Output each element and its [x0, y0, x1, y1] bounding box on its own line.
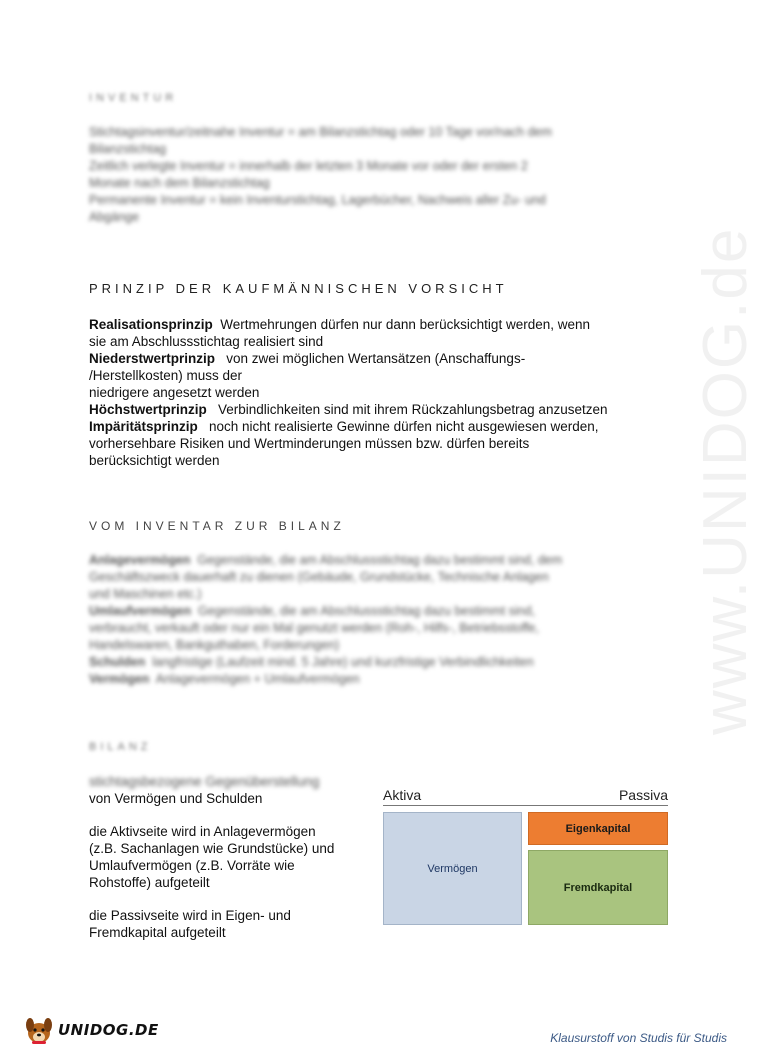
bilanz-line: Fremdkapital aufgeteilt [89, 925, 226, 940]
inventar-desc: langfristige (Laufzeit mind. 5 Jahre) und kurzfristige Verbindlichkeiten [145, 655, 534, 669]
balance-header [383, 787, 668, 805]
principle-term: Realisationsprinzip [89, 317, 213, 332]
bilanz-line: die Passivseite wird in Eigen- und [89, 908, 291, 923]
vorsicht-text [89, 316, 664, 469]
principle-entry [89, 401, 664, 418]
vermoegen-box [383, 812, 522, 925]
inventar-entry [89, 552, 664, 569]
principle-term: Niederstwertprinzip [89, 351, 216, 366]
balance-sheet-diagram [383, 787, 668, 927]
bilanz-blurred-line: stichtagsbezogene Gegenüberstellung [89, 774, 320, 789]
principle-cont: berücksichtigt werden [89, 453, 220, 468]
inventar-desc: Anlagevermögen + Umlaufvermögen [149, 672, 360, 686]
fremdkapital-box [528, 850, 668, 925]
vermoegen-label: Vermögen [427, 862, 478, 875]
principle-desc: Verbindlichkeiten sind mit ihrem Rückzahlungsbetrag anzusetzen [206, 402, 608, 417]
dog-icon [22, 1013, 56, 1047]
inventar-entry [89, 603, 664, 620]
inventar-term: Umlaufvermögen [89, 604, 192, 618]
inventur-heading: INVENTUR [89, 92, 178, 104]
inventar-cont: und Maschinen etc.) [89, 587, 202, 601]
unidog-logo [22, 1012, 159, 1048]
principle-term: Höchstwertprinzip [89, 402, 207, 417]
inventar-cont: Handelswaren, Bankguthaben, Forderungen) [89, 638, 340, 652]
inventur-line: Permanente Inventur = kein Inventurstichtag, Lagerbücher, Nachweis aller Zu- und [89, 193, 546, 207]
principle-entry [89, 350, 664, 367]
watermark: www.UNIDOG.de [691, 226, 760, 735]
aktiva-label: Aktiva [383, 787, 422, 803]
principle-desc: noch nicht realisierte Gewinne dürfen nicht ausgewiesen werden, [197, 419, 599, 434]
bilanz-text [89, 773, 359, 941]
principle-desc: von zwei möglichen Wertansätzen (Anschaffungs- [215, 351, 526, 366]
principle-entry [89, 418, 664, 435]
bilanz-heading: BILANZ [89, 741, 152, 753]
inventur-text [89, 124, 664, 226]
inventar-text [89, 552, 664, 688]
inventar-desc: Gegenstände, die am Abschlussstichtag dazu bestimmt sind, dem [190, 553, 563, 567]
inventar-entry [89, 671, 664, 688]
bilanz-line: Umlaufvermögen (z.B. Vorräte wie [89, 858, 295, 873]
inventar-cont: Geschäftszweck dauerhaft zu dienen (Gebäude, Grundstücke, Technische Anlagen [89, 570, 549, 584]
footer-tagline: Klausurstoff von Studis für Studis [550, 1031, 727, 1045]
balance-divider [383, 805, 668, 806]
bilanz-line: von Vermögen und Schulden [89, 791, 263, 806]
principle-entry [89, 316, 664, 333]
eigenkapital-label: Eigenkapital [565, 822, 631, 835]
inventar-term: Vermögen [89, 672, 150, 686]
inventur-line: Abgänge [89, 210, 140, 224]
inventur-line: Monate nach dem Bilanzstichtag [89, 176, 270, 190]
principle-cont: niedrigere angesetzt werden [89, 385, 260, 400]
principle-cont: /Herstellkosten) muss der [89, 368, 243, 383]
principle-term: Impäritätsprinzip [89, 419, 198, 434]
bilanz-line: Rohstoffe) aufgeteilt [89, 875, 210, 890]
inventar-desc: Gegenstände, die am Abschlussstichtag dazu bestimmt sind, [191, 604, 536, 618]
passiva-label: Passiva [618, 787, 668, 803]
vorsicht-heading: PRINZIP DER KAUFMÄNNISCHEN VORSICHT [89, 281, 508, 296]
bilanz-line: die Aktivseite wird in Anlagevermögen [89, 824, 316, 839]
eigenkapital-box [528, 812, 668, 845]
fremdkapital-label: Fremdkapital [563, 881, 633, 894]
inventar-term: Anlagevermögen [89, 553, 191, 567]
inventar-cont: verbraucht, verkauft oder nur ein Mal genutzt werden (Roh-, Hilfs-, Betriebsstoffe, [89, 621, 539, 635]
inventur-line: Zeitlich verlegte Inventur = innerhalb der letzten 3 Monate vor oder der ersten 2 [89, 159, 528, 173]
inventar-entry [89, 654, 664, 671]
principle-desc: Wertmehrungen dürfen nur dann berücksichtigt werden, wenn [212, 317, 590, 332]
principle-cont: sie am Abschlussstichtag realisiert sind [89, 334, 324, 349]
bilanz-line: (z.B. Sachanlagen wie Grundstücke) und [89, 841, 335, 856]
inventar-heading: VOM INVENTAR ZUR BILANZ [89, 519, 345, 533]
inventar-term: Schulden [89, 655, 146, 669]
principle-cont: vorhersehbare Risiken und Wertminderungen müssen bzw. dürfen bereits [89, 436, 530, 451]
logo-text: UNIDOG.DE [58, 1021, 159, 1039]
inventur-line: Bilanzstichtag [89, 142, 167, 156]
inventur-line: Stichtagsinventur/zeitnahe Inventur = am Bilanzstichtag oder 10 Tage vor/nach dem [89, 125, 552, 139]
